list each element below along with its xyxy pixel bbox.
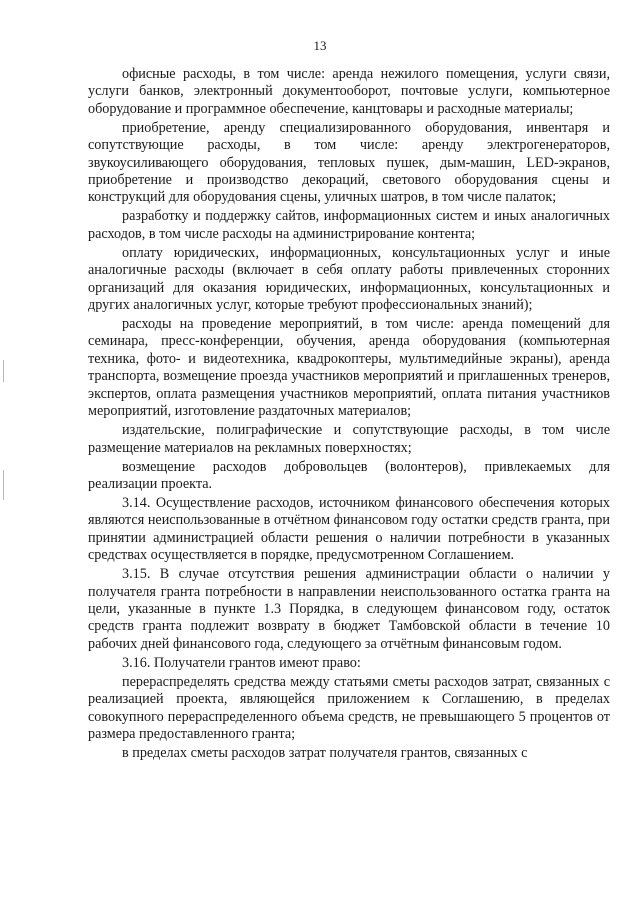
paragraph: 3.16. Получатели грантов имеют право: — [122, 654, 361, 671]
paragraph: приобретение, аренду специализированного оборудования, инвентаря и сопутствующие расходы, в том числе: аренду электрогенераторов, звукоусиливающего оборудования, тепловых пушек, дым-машин, LED-экранов, приобретение и производство декораций, светового оборудования сцены и конструкций для оборудования сцены, уличных шатров, в том числе палаток; — [88, 119, 610, 206]
paragraph: возмещение расходов добровольцев (волонтеров), привлекаемых для реализации проекта. — [88, 458, 610, 492]
scan-artifact — [3, 360, 4, 382]
scan-artifact — [3, 470, 4, 500]
paragraph: 3.14. Осуществление расходов, источником финансового обеспечения которых являются неиспользованные в отчётном финансовом году остатки средств гранта, при принятии администрацией области решения о наличии потребности в указанных средствах осуществляется в порядке, предусмотренном Соглашением. — [88, 494, 610, 564]
paragraph: 3.15. В случае отсутствия решения администрации области о наличии у получателя гранта потребности в направлении неиспользованного остатка гранта на цели, указанные в пункте 1.3 Порядка, в следующем финансовом году, остаток средств гранта подлежит возврату в бюджет Тамбовской области в течение 10 рабочих дней финансового года, следующего за отчётным финансовым годом. — [88, 566, 610, 652]
paragraph: расходы на проведение мероприятий, в том числе: аренда помещений для семинара, пресс-конференции, обучения, аренда оборудования (компьютерная техника, фото- и видеотехника, квадрокоптеры, мультимедийные экраны), аренда транспорта, возмещение проезда участников мероприятий и приглашенных тренеров, экспертов, оплата размещения участников мероприятий, оплата питания участников мероприятий, изготовление раздаточных материалов; — [88, 316, 610, 420]
document-body — [88, 66, 610, 764]
paragraph: офисные расходы, в том числе: аренда нежилого помещения, услуги связи, услуги банков, электронный документооборот, почтовые услуги, компьютерное оборудование и программное обеспечение, канцтовары и расходные материалы; — [88, 66, 610, 117]
paragraph: оплату юридических, информационных, консультационных услуг и иные аналогичные расходы (включает в себя оплату работы привлеченных сторонних организаций для оказания юридических, информационных, консультационных и других аналогичных услуг, которые требуют профессиональных знаний); — [88, 244, 610, 314]
page-number: 13 — [313, 38, 327, 53]
paragraph: издательские, полиграфические и сопутствующие расходы, в том числе размещение материалов на рекламных поверхностях; — [88, 422, 610, 456]
paragraph: перераспределять средства между статьями сметы расходов затрат, связанных с реализацией проекта, являющейся приложением к Соглашению, в пределах совокупного перераспределенного объема средств, не превышающего 5 процентов от размера предоставленного гранта; — [88, 673, 610, 742]
paragraph: разработку и поддержку сайтов, информационных систем и иных аналогичных расходов, в том числе расходы на администрирование контента; — [88, 208, 610, 242]
paragraph: в пределах сметы расходов затрат получателя грантов, связанных с — [122, 744, 528, 761]
